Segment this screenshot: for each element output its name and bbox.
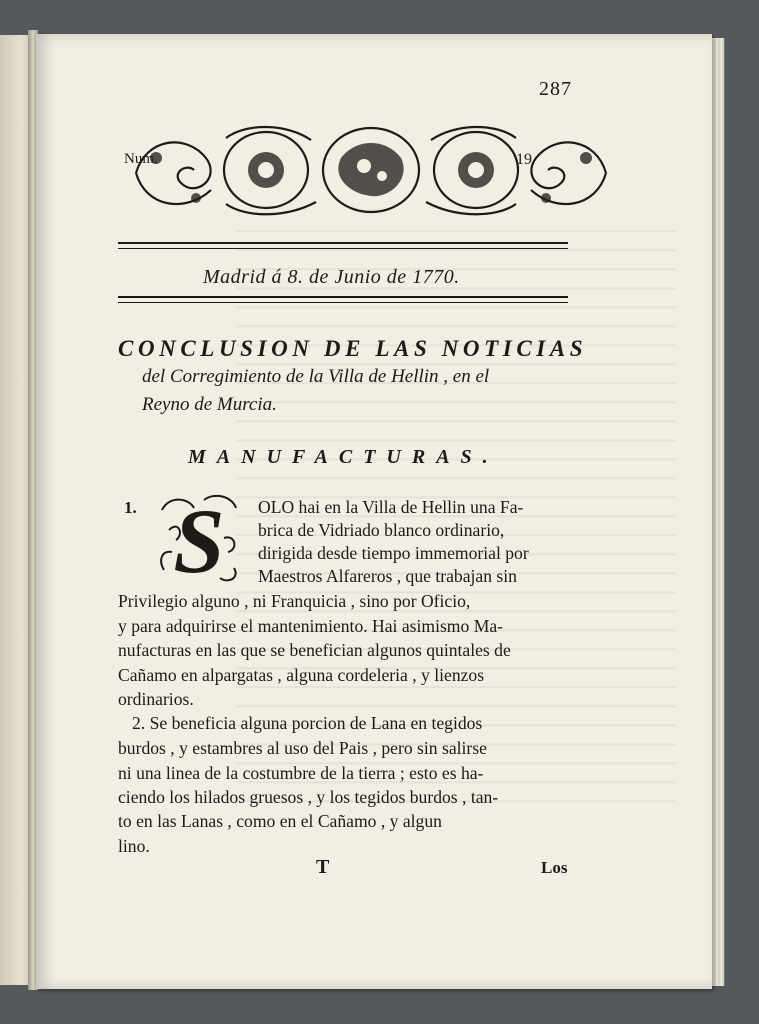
- body-line: ni una linea de la costumbre de la tierra ; esto es ha-: [118, 763, 484, 783]
- issue-number-value: 19: [516, 151, 532, 168]
- body-line: lino.: [118, 836, 150, 856]
- body-line: Maestros Alfareros , que trabajan sin: [258, 566, 517, 586]
- body-line: OLO hai en la Villa de Hellin una Fa-: [258, 497, 524, 517]
- ornamental-headpiece: [126, 118, 616, 222]
- dropcap-letter: S: [173, 490, 225, 586]
- body-line: Privilegio alguno , ni Franquicia , sino por Oficio,: [118, 591, 471, 611]
- book-page: [36, 34, 712, 989]
- double-rule-top: [118, 242, 568, 249]
- section-heading: MANUFACTURAS.: [188, 446, 499, 468]
- body-line: ciendo los hilados gruesos , y los tegidos burdos , tan-: [118, 787, 499, 807]
- article-title: CONCLUSION DE LAS NOTICIAS: [118, 336, 588, 361]
- page-number: 287: [539, 78, 572, 100]
- body-line: to en las Lanas , como en el Cañamo , y algun: [118, 811, 442, 831]
- double-rule-bottom: [118, 296, 568, 303]
- body-line: brica de Vidriado blanco ordinario,: [258, 520, 505, 540]
- decorated-initial: [154, 490, 244, 586]
- catchword: Los: [541, 858, 568, 877]
- signature-mark: T: [316, 856, 330, 878]
- body-line: 2. Se beneficia alguna porcion de Lana en tegidos: [132, 713, 483, 733]
- issue-number-label: Num.: [124, 151, 158, 167]
- article-title-line-2: del Corregimiento de la Villa de Hellin , en el: [142, 366, 490, 387]
- body-line: Cañamo en alpargatas , alguna cordeleria , y lienzos: [118, 665, 485, 685]
- body-line: burdos , y estambres al uso del Pais , pero sin salirse: [118, 738, 487, 758]
- body-line: nufacturas en las que se benefician algunos quintales de: [118, 640, 511, 660]
- body-line: y para adquirirse el mantenimiento. Hai asimismo Ma-: [118, 616, 504, 636]
- paragraph-number: 1.: [124, 498, 137, 517]
- article-title-line-3: Reyno de Murcia.: [142, 394, 277, 415]
- body-line: dirigida desde tiempo immemorial por: [258, 543, 529, 563]
- dateline: Madrid á 8. de Junio de 1770.: [203, 266, 460, 288]
- body-line: ordinarios.: [118, 689, 194, 709]
